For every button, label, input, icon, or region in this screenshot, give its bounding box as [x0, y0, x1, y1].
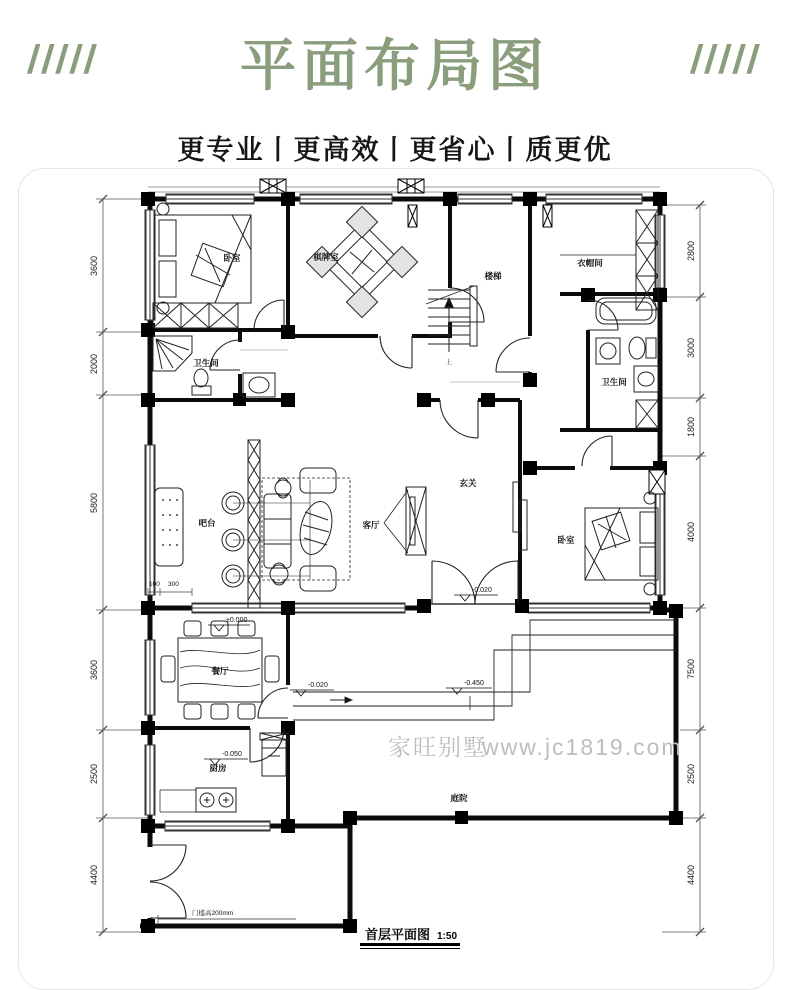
room-label-cloak: 衣帽间: [577, 258, 603, 268]
room-label-dining: 餐厅: [211, 666, 229, 676]
room-label-bath-left: 卫生间: [193, 358, 219, 368]
door-note: 门槛高200mm: [192, 910, 234, 917]
watermark-url: www.jc1819.com: [482, 734, 683, 760]
dim-label: 3000: [686, 337, 696, 359]
level-dining: ±0.000: [226, 617, 248, 624]
decor-slashes-left: /////: [25, 38, 101, 82]
level-entry: -0.020: [472, 587, 492, 594]
dim-label: 3600: [89, 255, 99, 277]
room-label-bath-right: 卫生间: [601, 377, 627, 387]
walls-outer: [140, 199, 678, 928]
tv-cabinet: [384, 487, 426, 555]
room-label-mahjong: 棋牌室: [313, 252, 339, 262]
caption-scale: 1:50: [437, 931, 458, 942]
room-label-bedroom-right: 卧室: [557, 535, 575, 545]
level-terrace: -0.020: [308, 682, 328, 689]
dim-label: 2000: [89, 353, 99, 375]
caption-underline: [360, 943, 460, 949]
room-label-foyer: 玄关: [459, 478, 477, 488]
room-label-courtyard: 庭院: [450, 793, 468, 803]
stairs-up-label: 上: [445, 359, 453, 366]
page-title: 平面布局图: [240, 34, 550, 97]
living-sofa: [262, 468, 350, 591]
dim-label: 5800: [89, 492, 99, 514]
dim-label: 4400: [686, 864, 696, 886]
dim-label: 4000: [686, 521, 696, 543]
dim-label: 7500: [686, 658, 696, 680]
dimension-chain-left: [96, 195, 148, 936]
dim-label: 1800: [686, 416, 696, 438]
room-label-kitchen: 厨房: [209, 763, 227, 773]
room-label-bar: 吧台: [198, 518, 216, 528]
dim-label: 2800: [686, 240, 696, 262]
wardrobe-top-left: [153, 303, 238, 328]
caption-title: 首层平面图: [365, 927, 431, 942]
mahjong-table: [306, 206, 417, 317]
page-subtitle: 更专业丨更高效丨更省心丨质更优: [177, 135, 613, 165]
level-courtyard: -0.450: [464, 680, 484, 687]
room-label-living: 客厅: [362, 520, 380, 530]
decor-slashes-right: /////: [689, 38, 765, 82]
small-dim-300: 300: [168, 581, 179, 588]
room-label-stairs: 楼梯: [484, 271, 502, 281]
dim-label: 2500: [89, 763, 99, 785]
watermark-name: 家旺别墅: [388, 734, 488, 760]
dim-label: 2500: [686, 763, 696, 785]
small-dim-100: 100: [149, 581, 160, 588]
dim-label: 3600: [89, 659, 99, 681]
dim-label: 4400: [89, 864, 99, 886]
dimension-chain-right: [662, 201, 706, 936]
terrace-steps: [293, 620, 676, 720]
room-label-bedroom-top: 卧室: [223, 253, 241, 263]
level-kitchen: -0.050: [222, 751, 242, 758]
stairs: [426, 286, 477, 352]
